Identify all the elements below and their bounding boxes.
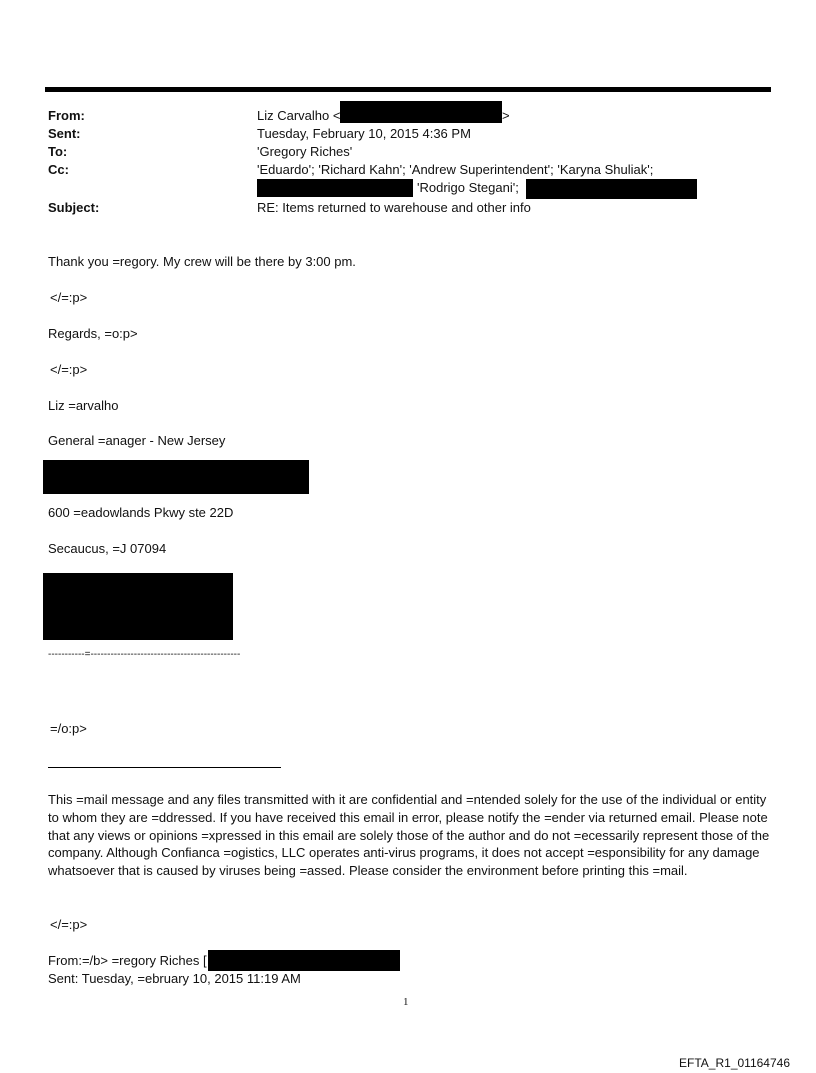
- signature-title: General =anager - New Jersey: [48, 433, 226, 448]
- redaction-from-email: [340, 101, 502, 123]
- to-label: To:: [48, 144, 68, 159]
- body-line: </=:p>: [50, 362, 88, 377]
- from-label: From:: [48, 108, 85, 123]
- redaction-signature-2: [43, 573, 233, 640]
- sent-value: Tuesday, February 10, 2015 4:36 PM: [257, 126, 471, 141]
- body-line: </=:p>: [50, 290, 88, 305]
- signature-name: Liz =arvalho: [48, 398, 119, 413]
- signature-city: Secaucus, =J 07094: [48, 541, 167, 556]
- disclaimer-rule: [48, 767, 281, 768]
- cc-value-line1: 'Eduardo'; 'Richard Kahn'; 'Andrew Superintendent'; 'Karyna Shuliak';: [257, 162, 654, 177]
- from-suffix: >: [502, 108, 510, 123]
- body-line: =/o:p>: [50, 721, 87, 736]
- document-id: EFTA_R1_01164746: [679, 1056, 790, 1070]
- body-line: </=:p>: [50, 917, 88, 932]
- forwarded-from: From:=/b> =regory Riches [: [48, 953, 207, 968]
- subject-value: RE: Items returned to warehouse and other info: [257, 200, 531, 215]
- redaction-cc-1: [257, 179, 413, 197]
- header-rule: [45, 87, 771, 92]
- to-value: 'Gregory Riches': [257, 144, 353, 159]
- forwarded-sent: Sent: Tuesday, =ebruary 10, 2015 11:19 AM: [48, 971, 301, 986]
- redaction-cc-2: [526, 179, 697, 199]
- signature-address: 600 =eadowlands Pkwy ste 22D: [48, 505, 234, 520]
- page-number: 1: [403, 996, 409, 1008]
- cc-label: Cc:: [48, 162, 69, 177]
- disclaimer-text: This =mail message and any files transmitted with it are confidential and =ntended solely for the use of the individual or entity to whom they are =ddressed. If you have received this email in error, please notify the =ender via returned email. Please note that any views or opinions =xpressed in this email are solely those of the author and do not =ecessarily represent those of the company. Although Confianca =ogistics, LLC operates anti-virus programs, it does not accept =esponsibility for any damage whatsoever that is caused by viruses being =assed. Please consider the environment before printing this =mail.: [48, 792, 770, 879]
- from-value: [257, 107, 340, 125]
- from-name: Liz Carvalho <: [257, 108, 341, 123]
- redaction-signature-1: [43, 460, 309, 494]
- redaction-forwarded-email: [208, 950, 400, 971]
- cc-value-line2: 'Rodrigo Stegani';: [417, 180, 519, 195]
- body-line: Regards, =o:p>: [48, 326, 138, 341]
- sent-label: Sent:: [48, 126, 81, 141]
- dashed-separator: -----------=---------------------------------------------: [48, 649, 241, 660]
- body-line: Thank you =regory. My crew will be there by 3:00 pm.: [48, 254, 356, 269]
- subject-label: Subject:: [48, 200, 100, 215]
